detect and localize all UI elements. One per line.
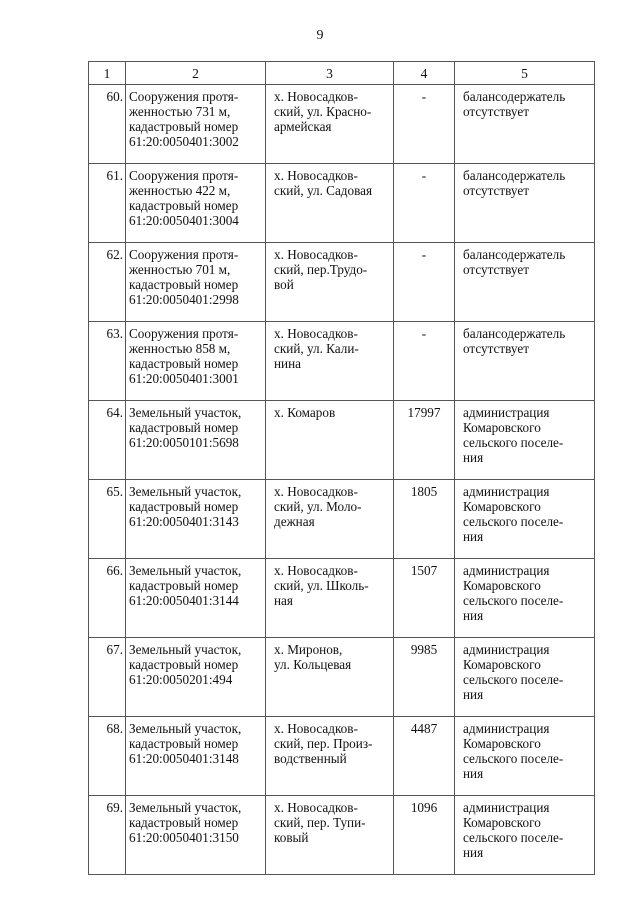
address-cell: [266, 638, 394, 717]
table-row: [89, 717, 595, 796]
address-line: армейская: [274, 119, 332, 134]
object-name-cell: [126, 243, 266, 322]
balance-holder-line: администрация: [463, 405, 550, 420]
object-name-line: 61:20:0050401:2998: [129, 292, 239, 307]
object-name-cell: [126, 480, 266, 559]
balance-holder-line: балансодержатель: [463, 326, 566, 341]
balance-holder-line: ния: [463, 845, 484, 860]
object-name-line: 61:20:0050401:3148: [129, 751, 239, 766]
column-header-5: 5: [455, 62, 595, 85]
balance-holder-line: балансодержатель: [463, 168, 566, 183]
address-cell: [266, 164, 394, 243]
balance-holder-cell: [455, 559, 595, 638]
balance-holder-line: отсутствует: [463, 183, 529, 198]
address-line: ский, пер. Тупи-: [274, 815, 366, 830]
object-name-line: Земельный участок,: [129, 484, 242, 499]
object-name-line: 61:20:0050401:3143: [129, 514, 239, 529]
balance-holder-line: администрация: [463, 800, 550, 815]
balance-holder-cell: [455, 480, 595, 559]
table-row: [89, 243, 595, 322]
balance-holder-line: Комаровского: [463, 420, 541, 435]
table-row: [89, 401, 595, 480]
object-name-line: кадастровый номер: [129, 815, 239, 830]
object-name-cell: [126, 85, 266, 164]
row-number-cell: 67.: [89, 638, 126, 717]
object-name-line: кадастровый номер: [129, 420, 239, 435]
object-name-line: Сооружения протя-: [129, 168, 239, 183]
balance-holder-line: ния: [463, 450, 484, 465]
object-name-line: Земельный участок,: [129, 642, 242, 657]
address-line: х. Новосадков-: [274, 326, 358, 341]
object-name-line: кадастровый номер: [129, 499, 239, 514]
column-header-1: 1: [89, 62, 126, 85]
object-name-line: Сооружения протя-: [129, 247, 239, 262]
address-line: х. Миронов,: [274, 642, 343, 657]
area-cell: 9985: [394, 638, 455, 717]
area-cell: 4487: [394, 717, 455, 796]
address-line: ул. Кольцевая: [274, 657, 352, 672]
balance-holder-line: Комаровского: [463, 578, 541, 593]
object-name-line: женностью 422 м,: [129, 183, 231, 198]
object-name-line: 61:20:0050401:3150: [129, 830, 239, 845]
address-line: ковый: [274, 830, 309, 845]
area-cell: -: [394, 85, 455, 164]
row-number-cell: 63.: [89, 322, 126, 401]
balance-holder-cell: [455, 85, 595, 164]
address-line: х. Комаров: [274, 405, 336, 420]
balance-holder-line: отсутствует: [463, 341, 529, 356]
object-name-line: кадастровый номер: [129, 736, 239, 751]
address-line: х. Новосадков-: [274, 800, 358, 815]
object-name-line: 61:20:0050401:3004: [129, 213, 239, 228]
object-name-line: женностью 731 м,: [129, 104, 231, 119]
object-name-line: женностью 701 м,: [129, 262, 231, 277]
object-name-line: Земельный участок,: [129, 563, 242, 578]
address-line: ский, пер. Произ-: [274, 736, 373, 751]
address-line: ная: [274, 593, 293, 608]
balance-holder-cell: [455, 796, 595, 875]
area-cell: -: [394, 164, 455, 243]
address-cell: [266, 322, 394, 401]
row-number-cell: 69.: [89, 796, 126, 875]
balance-holder-line: администрация: [463, 563, 550, 578]
object-name-line: 61:20:0050401:3144: [129, 593, 239, 608]
address-cell: [266, 401, 394, 480]
balance-holder-line: балансодержатель: [463, 89, 566, 104]
area-cell: 1805: [394, 480, 455, 559]
balance-holder-line: администрация: [463, 642, 550, 657]
object-name-line: Земельный участок,: [129, 800, 242, 815]
object-name-line: 61:20:0050401:3002: [129, 134, 239, 149]
address-line: ский, пер.Трудо-: [274, 262, 368, 277]
page-number: 9: [316, 28, 324, 43]
address-line: ский, ул. Красно-: [274, 104, 372, 119]
object-name-line: 61:20:0050201:494: [129, 672, 233, 687]
object-name-line: Сооружения протя-: [129, 326, 239, 341]
column-header-2: 2: [126, 62, 266, 85]
balance-holder-cell: [455, 401, 595, 480]
object-name-line: Земельный участок,: [129, 721, 242, 736]
row-number-cell: 60.: [89, 85, 126, 164]
object-name-cell: [126, 164, 266, 243]
object-name-cell: [126, 322, 266, 401]
object-name-cell: [126, 401, 266, 480]
area-cell: 17997: [394, 401, 455, 480]
balance-holder-cell: [455, 164, 595, 243]
object-name-line: кадастровый номер: [129, 119, 239, 134]
object-name-line: 61:20:0050101:5698: [129, 435, 239, 450]
object-name-line: кадастровый номер: [129, 578, 239, 593]
table-row: [89, 559, 595, 638]
address-line: нина: [274, 356, 302, 371]
column-header-3: 3: [266, 62, 394, 85]
address-line: ский, ул. Садовая: [274, 183, 373, 198]
object-name-cell: [126, 796, 266, 875]
object-name-line: Сооружения протя-: [129, 89, 239, 104]
object-name-cell: [126, 717, 266, 796]
balance-holder-line: сельского поселе-: [463, 514, 564, 529]
address-line: водственный: [274, 751, 347, 766]
balance-holder-line: сельского поселе-: [463, 672, 564, 687]
row-number-cell: 66.: [89, 559, 126, 638]
address-cell: [266, 796, 394, 875]
object-name-line: кадастровый номер: [129, 657, 239, 672]
object-name-line: кадастровый номер: [129, 356, 239, 371]
object-name-cell: [126, 559, 266, 638]
balance-holder-cell: [455, 322, 595, 401]
object-name-line: женностью 858 м,: [129, 341, 231, 356]
address-line: дежная: [274, 514, 315, 529]
table-header-row: [89, 62, 595, 85]
balance-holder-line: Комаровского: [463, 499, 541, 514]
balance-holder-line: ния: [463, 608, 484, 623]
balance-holder-line: Комаровского: [463, 815, 541, 830]
table-row: [89, 480, 595, 559]
address-line: ский, ул. Школь-: [274, 578, 369, 593]
row-number-cell: 65.: [89, 480, 126, 559]
table-row: [89, 796, 595, 875]
table-body: [89, 85, 595, 875]
balance-holder-line: сельского поселе-: [463, 593, 564, 608]
object-name-line: кадастровый номер: [129, 198, 239, 213]
row-number-cell: 62.: [89, 243, 126, 322]
balance-holder-line: Комаровского: [463, 736, 541, 751]
row-number-cell: 68.: [89, 717, 126, 796]
address-line: ский, ул. Моло-: [274, 499, 362, 514]
object-name-line: 61:20:0050401:3001: [129, 371, 239, 386]
balance-holder-line: Комаровского: [463, 657, 541, 672]
address-cell: [266, 559, 394, 638]
address-cell: [266, 85, 394, 164]
object-name-cell: [126, 638, 266, 717]
table-row: [89, 638, 595, 717]
address-line: х. Новосадков-: [274, 484, 358, 499]
address-line: х. Новосадков-: [274, 563, 358, 578]
address-line: х. Новосадков-: [274, 168, 358, 183]
balance-holder-line: ния: [463, 687, 484, 702]
table-row: [89, 164, 595, 243]
object-name-line: Земельный участок,: [129, 405, 242, 420]
balance-holder-line: администрация: [463, 484, 550, 499]
address-line: х. Новосадков-: [274, 89, 358, 104]
balance-holder-line: ния: [463, 766, 484, 781]
area-cell: -: [394, 243, 455, 322]
area-cell: 1096: [394, 796, 455, 875]
balance-holder-line: отсутствует: [463, 104, 529, 119]
row-number-cell: 64.: [89, 401, 126, 480]
column-header-4: 4: [394, 62, 455, 85]
table-row: [89, 322, 595, 401]
address-line: вой: [274, 277, 294, 292]
address-cell: [266, 480, 394, 559]
balance-holder-line: отсутствует: [463, 262, 529, 277]
balance-holder-line: сельского поселе-: [463, 830, 564, 845]
address-line: х. Новосадков-: [274, 721, 358, 736]
table-row: [89, 85, 595, 164]
balance-holder-cell: [455, 717, 595, 796]
area-cell: 1507: [394, 559, 455, 638]
balance-holder-cell: [455, 243, 595, 322]
balance-holder-line: сельского поселе-: [463, 751, 564, 766]
balance-holder-cell: [455, 638, 595, 717]
property-registry-table: [88, 61, 595, 875]
object-name-line: кадастровый номер: [129, 277, 239, 292]
address-cell: [266, 717, 394, 796]
balance-holder-line: ния: [463, 529, 484, 544]
address-line: ский, ул. Кали-: [274, 341, 359, 356]
address-line: х. Новосадков-: [274, 247, 358, 262]
balance-holder-line: администрация: [463, 721, 550, 736]
balance-holder-line: балансодержатель: [463, 247, 566, 262]
area-cell: -: [394, 322, 455, 401]
row-number-cell: 61.: [89, 164, 126, 243]
address-cell: [266, 243, 394, 322]
balance-holder-line: сельского поселе-: [463, 435, 564, 450]
